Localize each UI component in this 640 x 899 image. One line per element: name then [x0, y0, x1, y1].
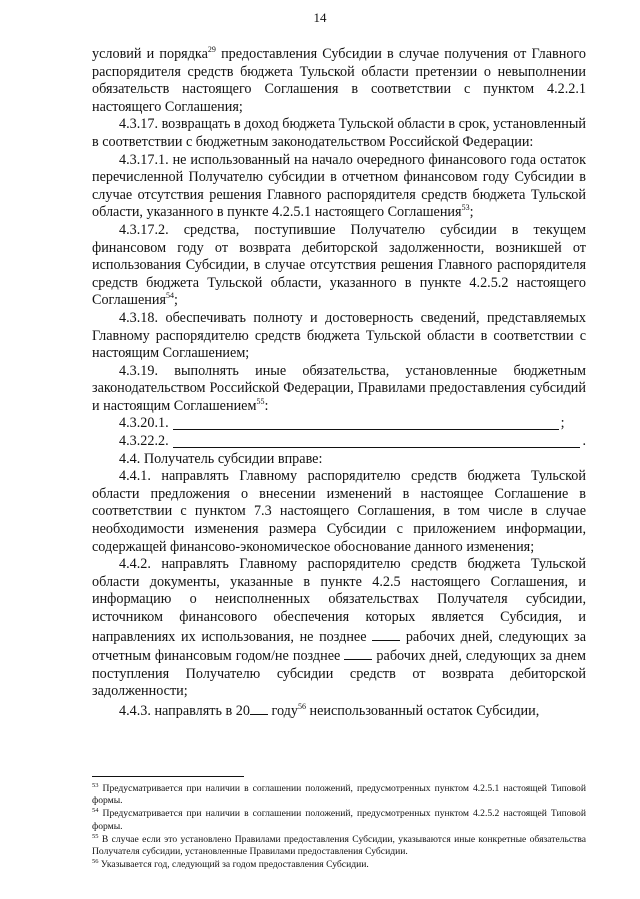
page-number: 14 — [313, 10, 327, 25]
fill-in-line-4-3-20-1 — [92, 415, 586, 433]
blank-underline — [173, 416, 559, 430]
paragraph-4-4: 4.4. Получатель субсидии вправе: — [119, 450, 323, 467]
footnote-ref-54: 54 — [165, 291, 174, 301]
paragraph-text: рабочих дней, следующих за днем поступления Получателю субсидии средств от возврата дебиторской задолженности; — [92, 648, 587, 700]
footnote-text: Предусматривается при наличии в соглашении положений, предусмотренных пунктом 4.2.5.1 настоящей Типовой формы. — [92, 783, 586, 807]
footnote-number: 56 — [92, 858, 99, 866]
paragraph-text: 4.4.3. направлять в 20 — [119, 702, 250, 719]
blank-underline — [372, 627, 400, 641]
footnote-56 — [92, 859, 586, 871]
paragraph-4-4-1: 4.4.1. направлять Главному распорядителю средств бюджета Тульской области предложения о внесении изменений в настоящее Соглашение в соответствии с пунктом 7.3 настоящего Соглашения, в том числе в случае необходимости изменения размера Субсидии с приложением информации, содержащей финансово-экономическое обоснование данного изменения; — [92, 468, 586, 555]
paragraph-4-3-19 — [92, 363, 586, 416]
footnote-text: В случае если это установлено Правилами предоставления Субсидии, указываются иные конкретные обязательства Получателя субсидии, установленные Правилами предоставления Субсидии. — [92, 833, 587, 858]
footnote-ref-53: 53 — [461, 203, 470, 213]
footnote-separator — [92, 776, 244, 777]
paragraph-text: ; — [469, 204, 474, 221]
paragraph-text: 4.3.19. выполнять иные обязательства, установленные бюджетным законодательством Российской Федерации, Правилами предоставления субсидий и настоящим Соглашением — [92, 362, 586, 414]
footnote-number: 54 — [92, 807, 99, 815]
paragraph-text: году — [271, 702, 298, 719]
footnote-number: 55 — [92, 832, 99, 840]
blank-underline — [344, 646, 372, 660]
blank-underline — [250, 701, 268, 715]
footnote-ref-29: 29 — [207, 45, 216, 54]
footnote-53 — [92, 783, 586, 807]
paragraph-text: 4.3.17.1. не использованный на начало очередного финансового года остаток перечисленной Получателю субсидии в отчетном финансовом году Субсидии в случае отсутствия решения Главного распорядителя средств бюджета Тульской области, указанного в пункте 4.2.5.1 настоящего Соглашения — [92, 151, 586, 221]
paragraph-continuation — [92, 46, 586, 116]
paragraph-text: условий и порядка — [92, 46, 208, 62]
footnote-ref-56: 56 — [297, 701, 306, 711]
fill-in-line-4-3-22-2 — [92, 433, 586, 451]
paragraph-4-4-3 — [92, 701, 586, 721]
paragraph-4-4-2 — [92, 556, 586, 701]
paragraph-text: предоставления Субсидии в случае получения от Главного распорядителя средств бюджета Тульской области претензии о невыполнении обязательств настоящего Соглашения в соответствии с пунктом 4.2.2.1 настоящего Соглашения; — [92, 46, 586, 115]
paragraph-4-3-17-1 — [92, 152, 586, 222]
paragraph-text: неиспользованный остаток Субсидии, — [305, 702, 540, 719]
footnote-number: 53 — [92, 782, 99, 789]
fill-in-end: . — [582, 433, 586, 450]
fill-in-label: 4.3.22.2. — [119, 433, 169, 450]
paragraph-4-3-17-2 — [92, 222, 586, 310]
paragraph-text: : — [264, 397, 269, 414]
footnote-text: Предусматривается при наличии в соглашении положений, предусмотренных пунктом 4.2.5.2 настоящей Типовой формы. — [92, 808, 586, 832]
fill-in-end: ; — [560, 415, 565, 432]
paragraph-text: ; — [173, 292, 178, 309]
blank-underline — [173, 434, 581, 448]
paragraph-4-3-18: 4.3.18. обеспечивать полноту и достоверность сведений, представляемых Главному распорядителю средств бюджета Тульской области в соответствии с настоящим Соглашением; — [92, 309, 586, 362]
footnote-55 — [92, 834, 586, 858]
footnote-ref-55: 55 — [256, 396, 265, 406]
footnote-54 — [92, 808, 586, 832]
paragraph-text: рабочих дней, следующих за отчетным финансовым годом/не позднее — [92, 628, 587, 665]
paragraph-4-3-17: 4.3.17. возвращать в доход бюджета Тульской области в срок, установленный в соответствии с бюджетным законодательством Российской Федерации: — [92, 116, 586, 150]
document-body — [92, 46, 586, 721]
fill-in-label: 4.3.20.1. — [119, 415, 169, 432]
footnotes — [92, 783, 586, 872]
paragraph-text: 4.3.17.2. средства, поступившие Получателю субсидии в текущем финансовом году от возврата дебиторской задолженности, возникшей от использования Субсидии, в случае отсутствия решения Главного распорядителя средств бюджета Тульской области, указанного в пункте 4.2.5.2 настоящего Соглашения — [92, 221, 586, 309]
paragraph-text: 4.4.2. направлять Главному распорядителю средств бюджета Тульской области документы, указанные в пункте 4.2.5 настоящего Соглашения, и информацию о неисполненных обязательствах Получателя субсидии, источником финансового обеспечения которых является Субсидия, и направлениях их использования, не позднее — [92, 556, 586, 645]
footnote-text: Указывается год, следующий за годом предоставления Субсидии. — [100, 859, 369, 871]
